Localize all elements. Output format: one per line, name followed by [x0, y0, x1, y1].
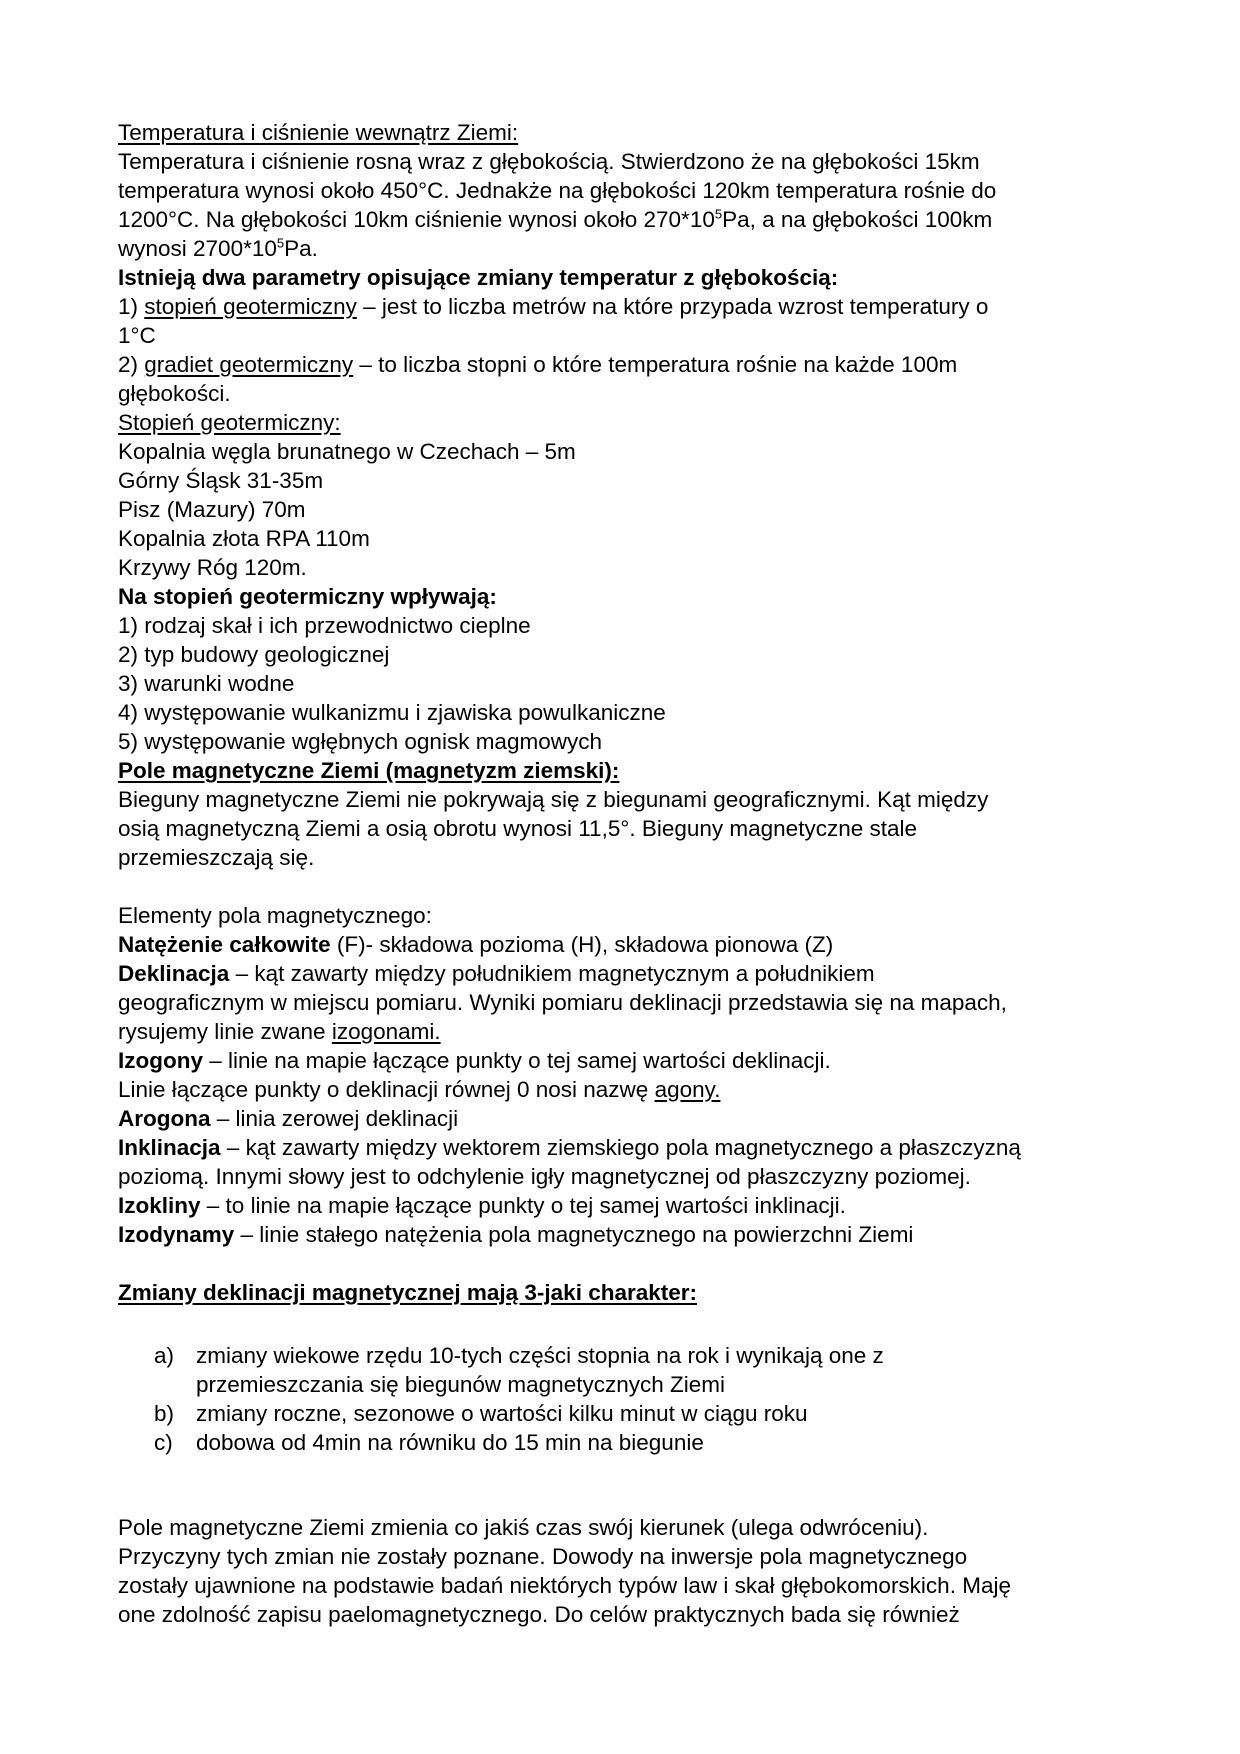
- list-item: Pisz (Mazury) 70m: [118, 497, 306, 522]
- list-item: 1) rodzaj skał i ich przewodnictwo cieplne: [118, 613, 531, 638]
- definition-term: Deklinacja: [118, 961, 230, 986]
- definition-text: – to linie na mapie łączące punkty o tej samej wartości inklinacji.: [200, 1193, 846, 1218]
- definition-line: [118, 1046, 1128, 1075]
- paragraph-line: [118, 234, 1128, 263]
- spacer: [118, 1249, 1128, 1278]
- paragraph-line: one zdolność zapisu paelomagnetycznego. Do celów praktycznych bada się również: [118, 1602, 960, 1627]
- paragraph-line: Przyczyny tych zmian nie zostały poznane. Dowody na inwersje pola magnetycznego: [118, 1544, 968, 1569]
- spacer: [118, 1307, 1128, 1333]
- text-span: wynosi 2700*10: [118, 236, 277, 261]
- text-span: – to liczba stopni o które temperatura rośnie na każde 100m: [353, 352, 958, 377]
- list-marker: a): [154, 1343, 175, 1368]
- definition-text: Linie łączące punkty o deklinacji równej 0 nosi nazwę: [118, 1077, 655, 1102]
- definition-text: – linie na mapie łączące punkty o tej samej wartości deklinacji.: [203, 1048, 831, 1073]
- text-span: – jest to liczba metrów na które przypada wzrost temperatury o: [356, 294, 989, 319]
- definition-term: Natężenie całkowite: [118, 932, 331, 957]
- definition-term: Inklinacja: [118, 1135, 221, 1160]
- parameter-item-continuation: głębokości.: [118, 381, 231, 406]
- definition-line: [118, 1191, 1128, 1220]
- parameter-item: [118, 350, 1128, 379]
- list-item: Górny Śląsk 31-35m: [118, 468, 324, 493]
- document-body: [118, 118, 1128, 1629]
- list-item-continuation: przemieszczania się biegunów magnetycznych Ziemi: [196, 1372, 725, 1397]
- definition-text: – kąt zawarty między południkiem magnetycznym a południkiem: [229, 961, 875, 986]
- parameter-item-continuation: 1°C: [118, 323, 156, 348]
- list-item: 2) typ budowy geologicznej: [118, 642, 390, 667]
- section-heading-declination-changes: Zmiany deklinacji magnetycznej mają 3-jaki charakter:: [118, 1280, 698, 1305]
- section-heading-stopien: Stopień geotermiczny:: [118, 410, 341, 435]
- superscript: 5: [276, 235, 285, 251]
- lettered-list: [118, 1341, 1128, 1457]
- list-item: Krzywy Róg 120m.: [118, 555, 307, 580]
- list-item: 5) występowanie wgłębnych ognisk magmowych: [118, 729, 602, 754]
- section-heading-magnetism: Pole magnetyczne Ziemi (magnetyzm ziemski):: [118, 758, 620, 783]
- definition-line: [118, 1220, 1128, 1249]
- item-number: 2): [118, 352, 145, 377]
- definition-text: – linie stałego natężenia pola magnetycznego na powierzchni Ziemi: [234, 1222, 914, 1247]
- list-item: [118, 1399, 1128, 1428]
- definition-line: [118, 1133, 1128, 1162]
- definition-line: geograficznym w miejscu pomiaru. Wyniki pomiaru deklinacji przedstawia się na mapach,: [118, 990, 1007, 1015]
- paragraph-line: temperatura wynosi około 450°C. Jednakże na głębokości 120km temperatura rośnie do: [118, 178, 997, 203]
- list-item-text: dobowa od 4min na równiku do 15 min na biegunie: [196, 1430, 704, 1455]
- term-link: stopień geotermiczny: [144, 294, 357, 319]
- list-item: Kopalnia złota RPA 110m: [118, 526, 370, 551]
- text-span: Pa.: [284, 236, 318, 261]
- list-item-text: zmiany wiekowe rzędu 10-tych części stopnia na rok i wynikają one z: [196, 1343, 884, 1368]
- definition-text: – linia zerowej deklinacji: [210, 1106, 459, 1131]
- text-span: Pa, a na głębokości 100km: [722, 207, 993, 232]
- definition-line: poziomą. Innymi słowy jest to odchylenie igły magnetycznej od płaszczyzny poziomej.: [118, 1164, 971, 1189]
- item-number: 1): [118, 294, 145, 319]
- elements-intro: Elementy pola magnetycznego:: [118, 903, 432, 928]
- paragraph-line: zostały ujawnione na podstawie badań niektórych typów law i skał głębokomorskich. Maję: [118, 1573, 1011, 1598]
- paragraph-line: Bieguny magnetyczne Ziemi nie pokrywają się z biegunami geograficznymi. Kąt między: [118, 787, 989, 812]
- definition-line: [118, 1017, 1128, 1046]
- list-item: 3) warunki wodne: [118, 671, 295, 696]
- definition-term: Arogona: [118, 1106, 211, 1131]
- paragraph-line: Temperatura i ciśnienie rosną wraz z głębokością. Stwierdzono że na głębokości 15km: [118, 149, 980, 174]
- section-heading-parameters: Istnieją dwa parametry opisujące zmiany temperatur z głębokością:: [118, 265, 839, 290]
- parameter-item: [118, 292, 1128, 321]
- underlined-term: agony.: [654, 1077, 721, 1102]
- definition-term: Izokliny: [118, 1193, 201, 1218]
- definition-text: rysujemy linie zwane: [118, 1019, 332, 1044]
- list-marker: b): [154, 1401, 175, 1426]
- spacer: [118, 872, 1128, 901]
- definition-line: [118, 1075, 1128, 1104]
- list-item: [118, 1428, 1128, 1457]
- paragraph-line: przemieszczają się.: [118, 845, 315, 870]
- list-item-text: zmiany roczne, sezonowe o wartości kilku minut w ciągu roku: [196, 1401, 808, 1426]
- list-marker: c): [154, 1430, 173, 1455]
- definition-text: – kąt zawarty między wektorem ziemskiego pola magnetycznego a płaszczyzną: [220, 1135, 1021, 1160]
- term-link: gradiet geotermiczny: [144, 352, 354, 377]
- superscript: 5: [714, 206, 723, 222]
- underlined-term: izogonami.: [331, 1019, 441, 1044]
- definition-line: [118, 930, 1128, 959]
- paragraph-line: [118, 205, 1128, 234]
- list-item: 4) występowanie wulkanizmu i zjawiska powulkaniczne: [118, 700, 666, 725]
- definition-term: Izogony: [118, 1048, 203, 1073]
- definition-text: (F)- składowa pozioma (H), składowa pionowa (Z): [330, 932, 834, 957]
- definition-line: [118, 1104, 1128, 1133]
- paragraph-line: osią magnetyczną Ziemi a osią obrotu wynosi 11,5°. Bieguny magnetyczne stale: [118, 816, 918, 841]
- definition-line: [118, 959, 1128, 988]
- list-item: Kopalnia węgla brunatnego w Czechach – 5m: [118, 439, 576, 464]
- paragraph-line: Pole magnetyczne Ziemi zmienia co jakiś czas swój kierunek (ulega odwróceniu).: [118, 1515, 929, 1540]
- section-heading-influence: Na stopień geotermiczny wpływają:: [118, 584, 497, 609]
- section-heading-temperature: Temperatura i ciśnienie wewnątrz Ziemi:: [118, 120, 519, 145]
- text-span: 1200°C. Na głębokości 10km ciśnienie wynosi około 270*10: [118, 207, 715, 232]
- spacer: [118, 1457, 1128, 1513]
- list-item: [118, 1341, 1128, 1370]
- definition-term: Izodynamy: [118, 1222, 235, 1247]
